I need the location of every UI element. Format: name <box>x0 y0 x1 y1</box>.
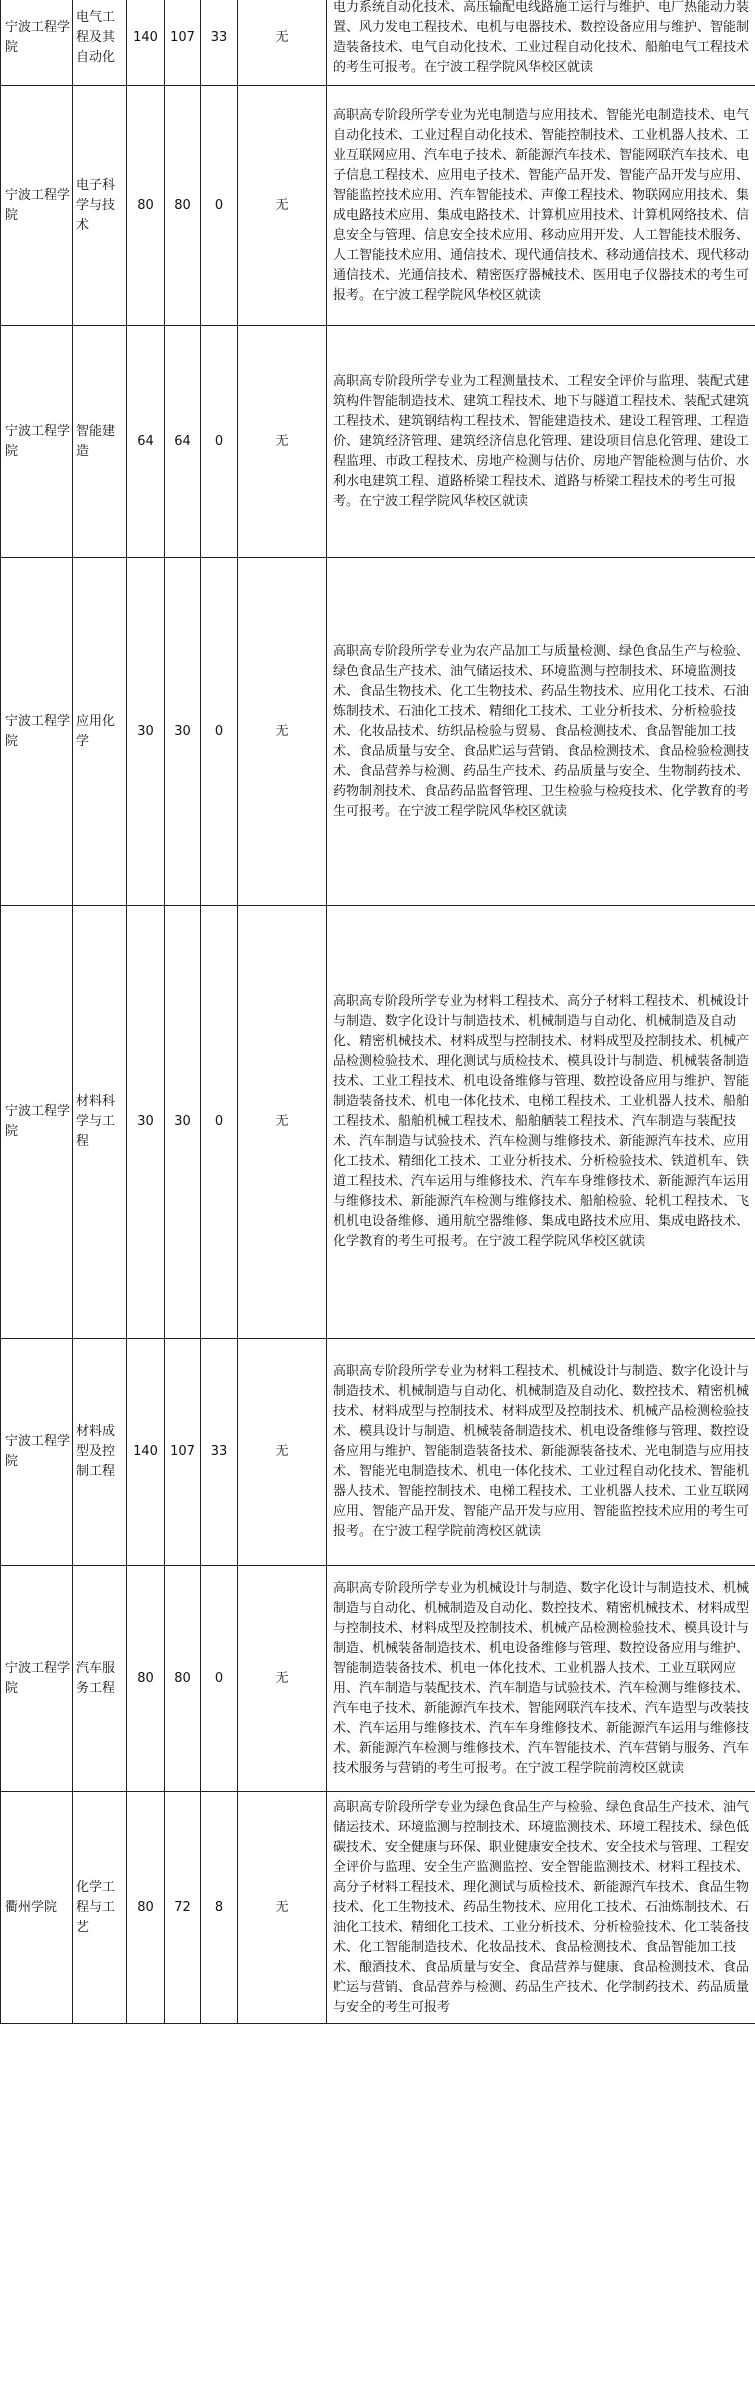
school-cell: 宁波工程学院 <box>1 1566 73 1792</box>
plan-count-cell: 140 <box>127 0 165 86</box>
table-row <box>1 0 755 86</box>
requirement-cell: 无 <box>238 1566 327 1792</box>
count-cell: 30 <box>165 558 201 906</box>
table-row <box>1 1792 755 2024</box>
table-row <box>1 326 755 558</box>
major-cell: 材料成型及控制工程 <box>73 1339 127 1566</box>
requirement-cell: 无 <box>238 1792 327 2024</box>
remark-cell: 电力系统自动化技术、高压输配电线路施工运行与维护、电厂热能动力装置、风力发电工程技术、电机与电器技术、数控设备应用与维护、智能制造装备技术、电气自动化技术、工业过程自动化技术、船舶电气工程技术的考生可报考。在宁波工程学院风华校区就读 <box>327 0 755 86</box>
plan-count-cell: 80 <box>127 1792 165 2024</box>
count-cell: 33 <box>201 0 238 86</box>
major-cell: 应用化学 <box>73 558 127 906</box>
major-cell: 材料科学与工程 <box>73 906 127 1339</box>
requirement-cell: 无 <box>238 558 327 906</box>
remark-cell: 高职高专阶段所学专业为材料工程技术、机械设计与制造、数字化设计与制造技术、机械制造与自动化、机械制造及自动化、数控技术、精密机械技术、材料成型与控制技术、材料成型及控制技术、机械产品检测检验技术、模具设计与制造、机械装备制造技术、机电设备维修与管理、数控设备应用与维护、智能制造装备技术、新能源装备技术、光电制造与应用技术、智能光电制造技术、机电一体化技术、工业过程自动化技术、智能机器人技术、智能控制技术、电梯工程技术、工业机器人技术、工业互联网应用、智能产品开发、智能产品开发与应用、智能监控技术应用的考生可报考。在宁波工程学院前湾校区就读 <box>327 1339 755 1566</box>
school-cell: 宁波工程学院 <box>1 86 73 326</box>
school-cell: 宁波工程学院 <box>1 1339 73 1566</box>
count-cell: 72 <box>165 1792 201 2024</box>
count-cell: 0 <box>201 1566 238 1792</box>
major-cell: 电子科学与技术 <box>73 86 127 326</box>
remark-cell: 高职高专阶段所学专业为农产品加工与质量检测、绿色食品生产与检验、绿色食品生产技术、油气储运技术、环境监测与控制技术、环境监测技术、食品生物技术、化工生物技术、药品生物技术、应用化工技术、石油炼制技术、石油化工技术、精细化工技术、工业分析技术、分析检验技术、化妆品技术、纺织品检验与贸易、食品检测技术、食品智能加工技术、食品质量与安全、食品贮运与营销、食品检测技术、食品检验检测技术、食品营养与检测、药品生产技术、药品质量与安全、生物制药技术、药物制剂技术、食品药品监督管理、卫生检验与检疫技术、化学教育的考生可报考。在宁波工程学院风华校区就读 <box>327 558 755 906</box>
table-row <box>1 906 755 1339</box>
count-cell: 64 <box>165 326 201 558</box>
count-cell: 0 <box>201 558 238 906</box>
table-row <box>1 1339 755 1566</box>
count-cell: 107 <box>165 0 201 86</box>
count-cell: 8 <box>201 1792 238 2024</box>
count-cell: 0 <box>201 326 238 558</box>
remark-cell: 高职高专阶段所学专业为材料工程技术、高分子材料工程技术、机械设计与制造、数字化设计与制造技术、机械制造与自动化、机械制造及自动化、精密机械技术、材料成型与控制技术、材料成型及控制技术、机械产品检测检验技术、理化测试与质检技术、模具设计与制造、机械装备制造技术、工业工程技术、机电设备维修与管理、数控设备应用与维护、智能制造装备技术、机电一体化技术、电梯工程技术、工业机器人技术、船舶工程技术、船舶机械工程技术、船舶舾装工程技术、汽车制造与装配技术、汽车制造与试验技术、汽车检测与维修技术、新能源汽车技术、应用化工技术、精细化工技术、工业分析技术、分析检验技术、铁道机车、铁道工程技术、汽车运用与维修技术、汽车车身维修技术、新能源汽车运用与维修技术、新能源汽车检测与维修技术、船舶检验、轮机工程技术、飞机机电设备维修、通用航空器维修、集成电路技术应用、集成电路技术、化学教育的考生可报考。在宁波工程学院风华校区就读 <box>327 906 755 1339</box>
table-row <box>1 1566 755 1792</box>
count-cell: 80 <box>165 1566 201 1792</box>
count-cell: 0 <box>201 86 238 326</box>
count-cell: 30 <box>165 906 201 1339</box>
school-cell: 宁波工程学院 <box>1 558 73 906</box>
count-cell: 33 <box>201 1339 238 1566</box>
school-cell: 宁波工程学院 <box>1 906 73 1339</box>
count-cell: 0 <box>201 906 238 1339</box>
school-cell: 衢州学院 <box>1 1792 73 2024</box>
admission-table-body <box>1 0 755 2024</box>
remark-cell: 高职高专阶段所学专业为光电制造与应用技术、智能光电制造技术、电气自动化技术、工业过程自动化技术、智能控制技术、工业机器人技术、工业互联网应用、汽车电子技术、新能源汽车技术、智能网联汽车技术、电子信息工程技术、应用电子技术、智能产品开发、智能产品开发与应用、智能监控技术应用、汽车智能技术、声像工程技术、物联网应用技术、集成电路技术应用、集成电路技术、计算机应用技术、计算机网络技术、信息安全与管理、信息安全技术应用、移动应用开发、人工智能技术服务、人工智能技术应用、通信技术、现代通信技术、移动通信技术、现代移动通信技术、光通信技术、精密医疗器械技术、医用电子仪器技术的考生可报考。在宁波工程学院风华校区就读 <box>327 86 755 326</box>
requirement-cell: 无 <box>238 326 327 558</box>
major-cell: 化学工程与工艺 <box>73 1792 127 2024</box>
plan-count-cell: 80 <box>127 86 165 326</box>
requirement-cell: 无 <box>238 0 327 86</box>
plan-count-cell: 64 <box>127 326 165 558</box>
table-row <box>1 86 755 326</box>
remark-cell: 高职高专阶段所学专业为工程测量技术、工程安全评价与监理、装配式建筑构件智能制造技术、建筑工程技术、地下与隧道工程技术、装配式建筑工程技术、建筑钢结构工程技术、智能建造技术、建设工程管理、工程造价、建筑经济管理、建筑经济信息化管理、建设项目信息化管理、建设工程监理、市政工程技术、房地产检测与估价、房地产智能检测与估价、水利水电建筑工程、道路桥梁工程技术、道路与桥梁工程技术的考生可报考。在宁波工程学院风华校区就读 <box>327 326 755 558</box>
plan-count-cell: 140 <box>127 1339 165 1566</box>
plan-count-cell: 80 <box>127 1566 165 1792</box>
major-cell: 智能建造 <box>73 326 127 558</box>
remark-cell: 高职高专阶段所学专业为绿色食品生产与检验、绿色食品生产技术、油气储运技术、环境监测与控制技术、环境监测技术、环境工程技术、绿色低碳技术、安全健康与环保、职业健康安全技术、安全技术与管理、工程安全评价与监理、安全生产监测监控、安全智能监测技术、材料工程技术、高分子材料工程技术、理化测试与质检技术、新能源汽车技术、食品生物技术、化工生物技术、药品生物技术、应用化工技术、石油炼制技术、石油化工技术、精细化工技术、工业分析技术、分析检验技术、化工装备技术、化工智能制造技术、化妆品技术、食品检测技术、食品智能加工技术、酿酒技术、食品质量与安全、食品营养与健康、食品检测技术、食品贮运与营销、食品营养与检测、药品生产技术、化学制药技术、药品质量与安全的考生可报考 <box>327 1792 755 2024</box>
requirement-cell: 无 <box>238 1339 327 1566</box>
count-cell: 80 <box>165 86 201 326</box>
school-cell: 宁波工程学院 <box>1 0 73 86</box>
requirement-cell: 无 <box>238 906 327 1339</box>
table-row <box>1 558 755 906</box>
count-cell: 107 <box>165 1339 201 1566</box>
plan-count-cell: 30 <box>127 558 165 906</box>
plan-count-cell: 30 <box>127 906 165 1339</box>
major-cell: 汽车服务工程 <box>73 1566 127 1792</box>
remark-cell: 高职高专阶段所学专业为机械设计与制造、数字化设计与制造技术、机械制造与自动化、机械制造及自动化、数控技术、精密机械技术、材料成型与控制技术、材料成型及控制技术、机械产品检测检验技术、模具设计与制造、机械装备制造技术、机电设备维修与管理、数控设备应用与维护、智能制造装备技术、机电一体化技术、工业机器人技术、工业互联网应用、汽车制造与装配技术、汽车制造与试验技术、汽车检测与维修技术、汽车电子技术、新能源汽车技术、智能网联汽车技术、汽车造型与改装技术、汽车运用与维修技术、汽车车身维修技术、新能源汽车运用与维修技术、新能源汽车检测与维修技术、汽车智能技术、汽车营销与服务、汽车技术服务与营销的考生可报考。在宁波工程学院前湾校区就读 <box>327 1566 755 1792</box>
school-cell: 宁波工程学院 <box>1 326 73 558</box>
major-cell: 电气工程及其自动化 <box>73 0 127 86</box>
requirement-cell: 无 <box>238 86 327 326</box>
